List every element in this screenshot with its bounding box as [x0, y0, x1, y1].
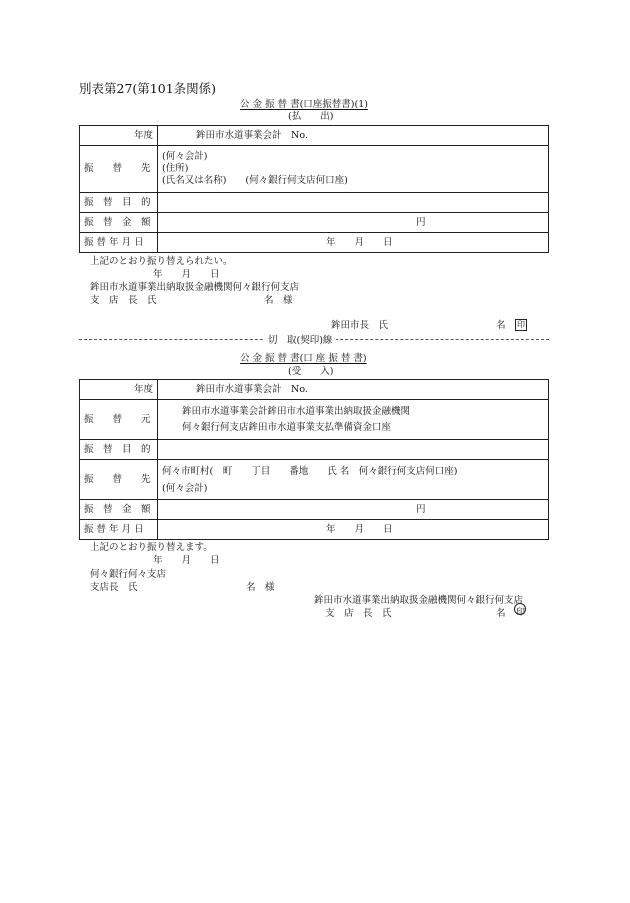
payment-title: 公 金 振 替 書(口座振替書)(1) [240, 99, 368, 110]
receipt-branch-manager: 支店長 氏 [90, 582, 138, 593]
payment-date-value: 年 月 日 [158, 233, 549, 253]
payment-mokuteki-value [158, 193, 549, 213]
receipt-seal-char: 印 [516, 608, 526, 618]
payment-mayor: 鉾田市長 氏 [331, 320, 389, 331]
receipt-date-line: 年 月 日 [153, 555, 220, 566]
receipt-saki-cell [158, 460, 549, 500]
payment-sama: 名 様 [264, 295, 293, 306]
payment-mokuteki-label: 振 替 目 的 [80, 193, 158, 213]
receipt-sender: 鉾田市水道事業出納取扱金融機関何々銀行何支店 [314, 595, 524, 606]
receipt-statement: 上記のとおり振り替えます。 [90, 542, 213, 553]
payment-saki-label: 振 替 先 [80, 146, 158, 193]
payment-saki-line3: (氏名又は名称) (何々銀行何支店何口座) [162, 175, 348, 186]
payment-mayor-mei: 名 [496, 320, 506, 331]
receipt-saki-line1: 何々市町村( 町 丁目 番地 氏 名 何々銀行何支店何口座) [162, 465, 458, 477]
receipt-moto-cell [158, 400, 549, 440]
payment-table [79, 125, 549, 253]
payment-statement: 上記のとおり振り替えられたい。 [90, 256, 233, 267]
payment-kingaku-unit: 円 [158, 213, 549, 233]
payment-seal-icon: 印 [517, 320, 525, 329]
receipt-table [79, 379, 549, 540]
receipt-nendo-label: 年度 [80, 380, 158, 400]
receipt-saki-line2: (何々会計) [162, 482, 208, 494]
payment-kingaku-label: 振 替 金 額 [80, 213, 158, 233]
receipt-title: 公 金 振 替 書(口 座 振 替 書) [240, 353, 367, 364]
receipt-sender-manager: 支 店 長 氏 [325, 608, 392, 619]
receipt-date-value: 年 月 日 [158, 520, 549, 540]
receipt-saki-label: 振 替 先 [80, 460, 158, 500]
payment-nendo-value: 鉾田市水道事業会計 No. [158, 126, 549, 146]
receipt-sender-mei: 名 [496, 608, 506, 619]
payment-saki-line1: (何々会計) [162, 151, 208, 162]
payment-nendo-label: 年度 [80, 126, 158, 146]
receipt-date-label: 振 替 年 月 日 [80, 520, 158, 540]
receipt-moto-label: 振 替 元 [80, 400, 158, 440]
receipt-moto-line2: 何々銀行何支店鉾田市水道事業支払準備資金口座 [182, 421, 392, 433]
payment-branch-manager: 支 店 長 氏 [90, 295, 157, 306]
payment-addressee: 鉾田市水道事業出納取扱金融機関何々銀行何支店 [90, 282, 300, 293]
receipt-subtitle: (受 入) [288, 366, 334, 377]
receipt-sama: 名 様 [246, 582, 275, 593]
receipt-seal-circle-icon [514, 603, 526, 615]
receipt-moto-line1: 鉾田市水道事業会計鉾田市水道事業出納取扱金融機関 [182, 405, 411, 417]
payment-saki-line2: (住所) [162, 163, 189, 174]
cut-line-label: 切 取(契印)線 [264, 335, 336, 347]
receipt-mokuteki-value [158, 440, 549, 460]
receipt-kingaku-unit: 円 [158, 500, 549, 520]
payment-date-line: 年 月 日 [153, 269, 220, 280]
receipt-nendo-value: 鉾田市水道事業会計 No. [158, 380, 549, 400]
payment-subtitle: (払 出) [288, 111, 334, 122]
document-header: 別表第27(第101条関係) [79, 81, 217, 96]
receipt-mokuteki-label: 振 替 目 的 [80, 440, 158, 460]
payment-saki-cell [158, 146, 549, 193]
receipt-to-bank: 何々銀行何々支店 [90, 569, 167, 580]
receipt-kingaku-label: 振 替 金 額 [80, 500, 158, 520]
payment-date-label: 振 替 年 月 日 [80, 233, 158, 253]
